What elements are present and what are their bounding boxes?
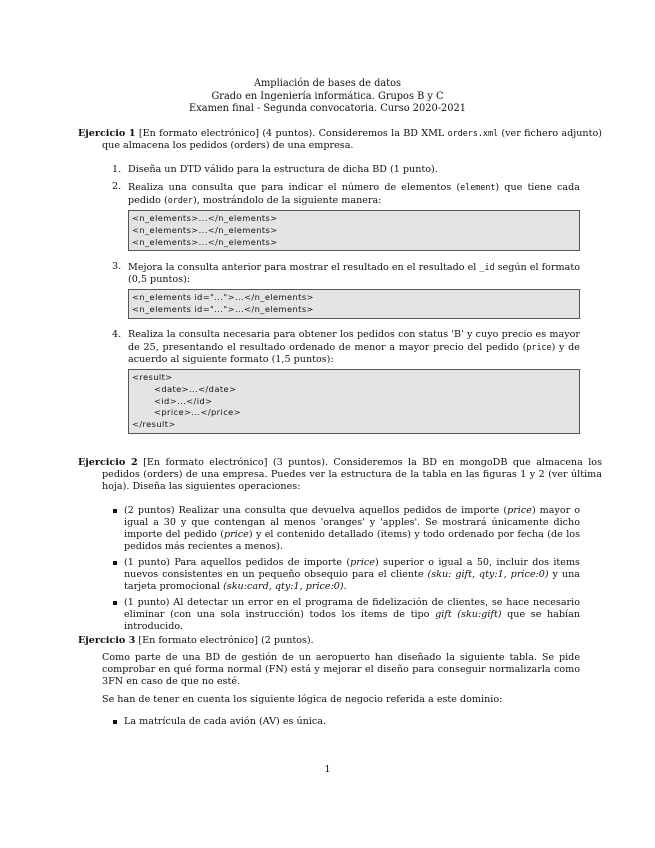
- exercise-2-bullet-1: (2 puntos) Realizar una consulta que devuelva aquellos pedidos de importe (price) mayor o igual a 30 y que contengan al menos 'oranges' y 'apples'. Se mostrará únicamente dicho importe del pedido (price) y el contenido detallado (items) y todo ordenado por fecha (de los pedidos más recientes a menos).: [112, 505, 580, 553]
- code-box-n-elements: <n_elements>...</n_elements> <n_elements>...</n_elements> <n_elements>...</n_elements>: [128, 210, 580, 251]
- bullet-marker: [113, 601, 117, 605]
- exercise-3-bullet-1: La matrícula de cada avión (AV) es única.: [112, 716, 580, 728]
- bullet-marker: [113, 509, 117, 513]
- exercise-2-statement: Ejercicio 2 [En formato electrónico] (3 puntos). Consideremos la BD en mongoDB que almacena los pedidos (orders) de una empresa. Puedes ver la estructura de la tabla en las figuras 1 y 2 (ver última hoja). Diseña las siguientes operaciones:: [78, 457, 602, 492]
- exercise-2-list: [112, 505, 580, 637]
- exercise-1-statement: Ejercicio 1 [En formato electrónico] (4 puntos). Consideremos la BD XML orders.xml (ver fichero adjunto) que almacena los pedidos (orders) de una empresa.: [78, 128, 602, 151]
- bullet-marker: [113, 561, 117, 565]
- bullet-marker: [113, 720, 117, 724]
- exercise-1-item-3: 3. Mejora la consulta anterior para mostrar el resultado en el resultado el _id según el formato (0,5 puntos): <n_elements id="...">...</n_elements> <n_elements id="...">...</n_elements>: [112, 261, 580, 319]
- code-box-result: <result> <date>...</date> <id>...</id> <price>...</price> </result>: [128, 369, 580, 434]
- exercise-2-title: Ejercicio 2: [78, 457, 138, 468]
- exercise-1-item-1: 1. Diseña un DTD válido para la estructura de dicha BD (1 punto).: [112, 164, 438, 175]
- exercise-3-paragraph-2: Se han de tener en cuenta los siguiente lógica de negocio referida a este dominio:: [102, 694, 503, 705]
- orders-xml-filename: orders.xml: [447, 128, 499, 138]
- exercise-2-bullet-3: (1 punto) Al detectar un error en el programa de fidelización de clientes, se hace necesario eliminar (con una sola instrucción) todos los ítems de tipo gift (sku:gift) que se habían introducido.: [112, 597, 580, 633]
- exercise-3-list: [112, 716, 580, 732]
- course-title: Ampliación de bases de datos: [253, 78, 402, 89]
- exam-line: Examen final - Segunda convocatoria. Curso 2020-2021: [189, 103, 466, 114]
- exam-header: [0, 78, 655, 116]
- exercise-1-list: [112, 164, 580, 439]
- exercise-3-title: Ejercicio 3: [78, 635, 136, 646]
- exercise-1-item-2: 2. Realiza una consulta que para indicar el número de elementos (element) que tiene cada pedido (order), mostrándolo de la siguiente manera: <n_elements>...</n_elements> <n_elements>...</n_elements> <n_elements>...</n_elements>: [112, 181, 580, 251]
- code-box-n-elements-id: <n_elements id="...">...</n_elements> <n_elements id="...">...</n_elements>: [128, 289, 580, 319]
- exercise-1-item-4: 4. Realiza la consulta necesaria para obtener los pedidos con status 'B' y cuyo precio es mayor de 25, presentando el resultado ordenado de menor a mayor precio del pedido (price) y de acuerdo al siguiente formato (1,5 puntos): <result> <date>...</date> <id>...</id> <price>...</price> </result>: [112, 329, 580, 434]
- exercise-3-statement: Ejercicio 3 [En formato electrónico] (2 puntos).: [78, 635, 314, 646]
- exercise-2-bullet-2: (1 punto) Para aquellos pedidos de importe (price) superior o igual a 50, incluir dos items nuevos consistentes en un pequeño obsequio para el cliente (sku: gift, qty:1, price:0) y una tarjeta promocional (sku:card, qty:1, price:0).: [112, 557, 580, 593]
- exercise-3-paragraph-1: Como parte de una BD de gestión de un aeropuerto han diseñado la siguiente tabla. Se pide comprobar en qué forma normal (FN) está y mejorar el diseño para conseguir normalizarla como 3FN en caso de que no esté.: [102, 652, 580, 687]
- page-number: 1: [324, 764, 331, 775]
- exercise-1-title: Ejercicio 1: [78, 128, 136, 139]
- degree-line: Grado en Ingeniería informática. Grupos B y C: [211, 90, 444, 102]
